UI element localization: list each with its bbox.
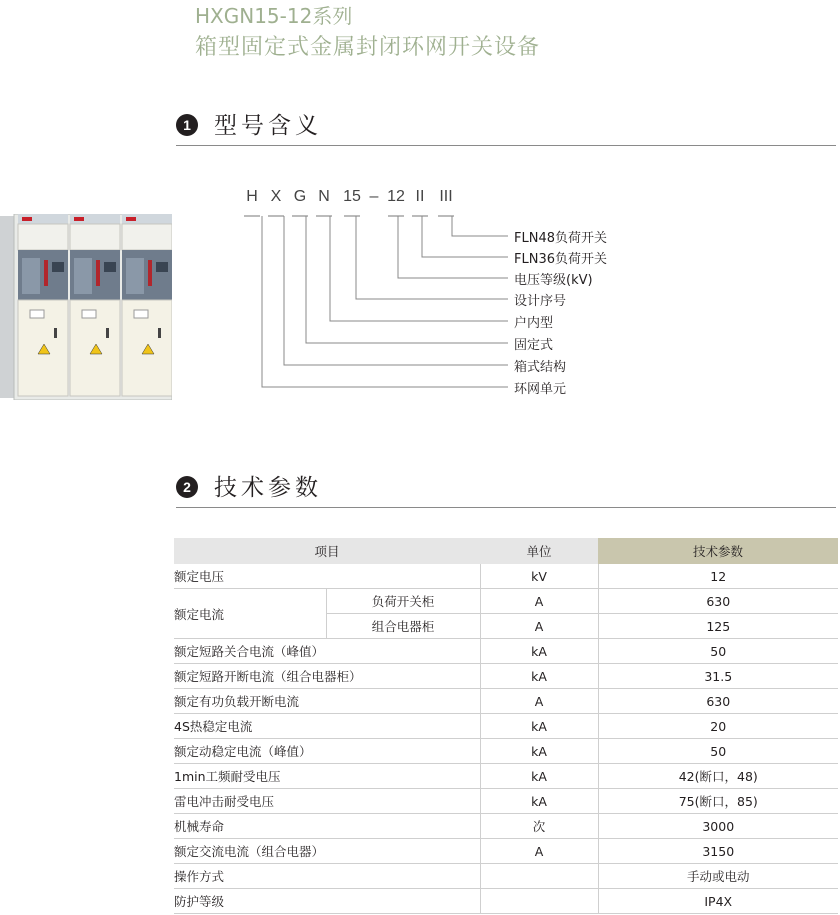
leader-line (262, 216, 508, 387)
section-technical-parameters (176, 468, 836, 508)
cell-value: 125 (598, 614, 838, 639)
product-subtitle: 箱型固定式金属封闭环网开关设备 (195, 35, 541, 60)
cell-item: 操作方式 (174, 864, 480, 889)
leader-line (330, 216, 508, 321)
model-code-label: 户内型 (514, 316, 554, 331)
series-title: HXGN15-12系列 (195, 4, 353, 28)
cell-item: 4S热稳定电流 (174, 714, 480, 739)
cell-value: 42(断口，48) (598, 764, 838, 789)
model-code-leader-lines (240, 180, 640, 420)
cell-unit (480, 864, 598, 889)
cell-unit: kA (480, 714, 598, 739)
cell-unit (480, 889, 598, 914)
cell-value: 630 (598, 689, 838, 714)
cell-item: 1min工频耐受电压 (174, 764, 480, 789)
cell-value: 630 (598, 589, 838, 614)
cell-value: 31.5 (598, 664, 838, 689)
table-row (174, 789, 838, 814)
model-code-char: 15 (343, 188, 361, 205)
cell-value: 20 (598, 714, 838, 739)
table-row (174, 839, 838, 864)
cell-value: 75(断口，85) (598, 789, 838, 814)
model-code-char: G (293, 188, 307, 205)
leader-line (398, 216, 508, 278)
cell-item: 额定短路关合电流（峰值） (174, 639, 480, 664)
model-code-char: N (318, 188, 330, 205)
model-code-label: 设计序号 (514, 294, 567, 309)
cell-item: 额定电流 (174, 589, 326, 639)
cell-unit: kA (480, 639, 598, 664)
table-row (174, 564, 838, 589)
cell-item: 额定短路开断电流（组合电器柜） (174, 664, 480, 689)
model-code-char: II (415, 188, 425, 205)
cell-unit: kA (480, 764, 598, 789)
section-number-badge: 1 (176, 114, 198, 136)
model-code-label: 电压等级(kV) (514, 273, 593, 288)
cell-item: 防护等级 (174, 889, 480, 914)
cell-subitem: 组合电器柜 (326, 614, 480, 639)
table-row (174, 739, 838, 764)
model-code-label: 固定式 (514, 338, 554, 353)
cell-value: IP4X (598, 889, 838, 914)
cell-unit: kA (480, 789, 598, 814)
model-code-char: 12 (387, 188, 405, 205)
header-unit: 单位 (480, 538, 598, 564)
table-row (174, 639, 838, 664)
cell-value: 50 (598, 739, 838, 764)
technical-parameters-table (174, 538, 838, 914)
model-code-char: – (369, 188, 379, 205)
section-model-meaning (176, 106, 836, 146)
section-divider (176, 507, 836, 508)
cell-item: 雷电冲击耐受电压 (174, 789, 480, 814)
table-row (174, 714, 838, 739)
cell-item: 额定有功负载开断电流 (174, 689, 480, 714)
section-title: 型号含义 (214, 113, 322, 139)
cell-item: 机械寿命 (174, 814, 480, 839)
cell-unit: kV (480, 564, 598, 589)
table-header-row (174, 538, 838, 564)
cell-unit: kA (480, 739, 598, 764)
section-title: 技术参数 (214, 475, 322, 501)
leader-line (306, 216, 508, 343)
table-row (174, 664, 838, 689)
model-code-char: H (246, 188, 258, 205)
cell-value: 手动或电动 (598, 864, 838, 889)
model-code-label: FLN48负荷开关 (514, 231, 607, 246)
model-code-char: III (439, 188, 453, 205)
leader-line (452, 216, 508, 236)
model-code-label: 箱式结构 (514, 360, 567, 375)
header-item: 项目 (174, 538, 480, 564)
switchgear-cabinet-image (0, 214, 172, 400)
cell-unit: A (480, 689, 598, 714)
table-row (174, 864, 838, 889)
cell-unit: A (480, 589, 598, 614)
header-value: 技术参数 (598, 538, 838, 564)
cabinet-panel-1 (18, 214, 68, 396)
cell-unit: A (480, 614, 598, 639)
table-row (174, 689, 838, 714)
cell-value: 3000 (598, 814, 838, 839)
cell-item: 额定电压 (174, 564, 480, 589)
model-code-label: FLN36负荷开关 (514, 252, 607, 267)
cell-value: 3150 (598, 839, 838, 864)
cell-unit: A (480, 839, 598, 864)
table-row (174, 589, 838, 614)
cell-unit: 次 (480, 814, 598, 839)
table-row (174, 764, 838, 789)
cabinet-panel-2 (70, 214, 120, 396)
model-code-diagram (240, 180, 640, 420)
cell-item: 额定交流电流（组合电器） (174, 839, 480, 864)
table-row (174, 814, 838, 839)
cell-unit: kA (480, 664, 598, 689)
cell-item: 额定动稳定电流（峰值） (174, 739, 480, 764)
cell-value: 50 (598, 639, 838, 664)
table-row (174, 889, 838, 914)
section-divider (176, 145, 836, 146)
section-number-badge: 2 (176, 476, 198, 498)
model-code-char: X (270, 188, 282, 205)
cabinet-panel-3 (122, 214, 172, 396)
model-code-label: 环网单元 (514, 382, 567, 397)
cell-value: 12 (598, 564, 838, 589)
cell-subitem: 负荷开关柜 (326, 589, 480, 614)
